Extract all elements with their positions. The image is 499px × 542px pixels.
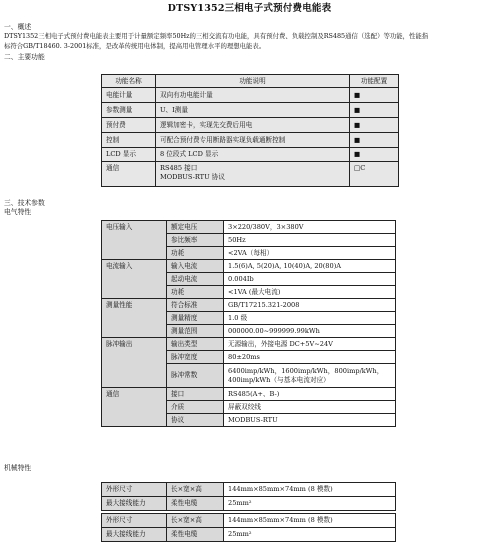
function-name: 通信 <box>102 162 156 187</box>
function-name: 控制 <box>102 133 156 148</box>
header-function-config: 功能配置 <box>350 75 399 88</box>
param-value: 屏蔽双绞线 <box>224 401 396 414</box>
table-row <box>102 483 396 497</box>
param-value: 80±20ms <box>224 351 396 364</box>
function-name: 电能计量 <box>102 88 156 103</box>
functions-table-header <box>102 75 399 88</box>
mech-label: 长×宽×高 <box>167 483 224 497</box>
mech-label: 柔性电缆 <box>167 528 224 542</box>
param-value: 3×220/380V，3×380V <box>224 221 396 234</box>
electrical-table <box>101 220 396 427</box>
function-name: LCD 显示 <box>102 148 156 162</box>
function-name: 预付费 <box>102 118 156 133</box>
function-name: 参数测量 <box>102 103 156 118</box>
overview-text-line-1: DTSY1352三相电子式预付费电能表主要用于计量额定频率50Hz的三相交流有功电能，具有预付费、负载控制及RS485通信（选配）等功能，性能指 <box>4 32 429 40</box>
param-label: 测量精度 <box>167 312 224 325</box>
param-value: 000000.00~999999.99kWh <box>224 325 396 338</box>
mech-name: 最大接线能力 <box>102 497 167 511</box>
electrical-characteristics-heading: 电气特性 <box>4 208 32 216</box>
param-label: 接口 <box>167 388 224 401</box>
param-label: 测量范围 <box>167 325 224 338</box>
mechanical-table <box>101 513 396 542</box>
mech-value: 144mm×85mm×74mm (8 模数) <box>224 514 396 528</box>
param-value: 1.0 级 <box>224 312 396 325</box>
mechanical-characteristics-heading: 机械特性 <box>4 464 32 472</box>
param-label: 脉冲宽度 <box>167 351 224 364</box>
group-name: 电流输入 <box>102 260 167 299</box>
overview-text-line-2: 标符合GB/T18460. 3-2001标准，是改革传统用电体制，提高用电管理水平的理想电能表。 <box>4 42 266 50</box>
table-row <box>102 514 396 528</box>
param-label: 功耗 <box>167 247 224 260</box>
table-row <box>102 162 399 187</box>
table-row <box>102 88 399 103</box>
function-desc-line-2: MODBUS-RTU 协议 <box>160 172 225 181</box>
param-value: MODBUS-RTU <box>224 414 396 427</box>
section-overview-heading: 一、概述 <box>4 23 32 31</box>
param-value-cell <box>224 364 396 388</box>
param-label: 输出类型 <box>167 338 224 351</box>
group-name: 通信 <box>102 388 167 427</box>
mech-value: 25mm² <box>224 528 396 542</box>
param-value-line-2: 400imp/kWh（与基本电流对应） <box>228 375 330 384</box>
param-value: 50Hz <box>224 234 396 247</box>
function-config: □C <box>350 162 399 187</box>
param-label: 起动电流 <box>167 273 224 286</box>
param-label: 介质 <box>167 401 224 414</box>
mechanical-table <box>101 482 396 511</box>
section-tech-params-heading: 三、技术参数 <box>4 199 45 207</box>
param-value: RS485(A+、B-) <box>224 388 396 401</box>
function-desc: 逻辑加密卡，实现先交费后用电 <box>156 118 350 133</box>
param-label: 脉冲常数 <box>167 364 224 388</box>
param-value: 1.5(6)A, 5(20)A, 10(40)A, 20(80)A <box>224 260 396 273</box>
param-value: <1VA (最大电流) <box>224 286 396 299</box>
mech-name: 最大接线能力 <box>102 528 167 542</box>
function-desc-line-1: RS485 接口 <box>160 164 198 172</box>
group-name: 测量性能 <box>102 299 167 338</box>
table-row <box>102 388 396 401</box>
function-config: ■ <box>350 88 399 103</box>
function-desc: 双向有功电能计量 <box>156 88 350 103</box>
table-row <box>102 221 396 234</box>
function-config: ■ <box>350 103 399 118</box>
section-functions-heading: 二、主要功能 <box>4 53 45 61</box>
table-row <box>102 148 399 162</box>
table-row <box>102 338 396 351</box>
param-value: <2VA（每相） <box>224 247 396 260</box>
param-label: 功耗 <box>167 286 224 299</box>
table-row <box>102 528 396 542</box>
header-function-desc: 功能说明 <box>156 75 350 88</box>
function-config: ■ <box>350 148 399 162</box>
param-value: GB/T17215.321-2008 <box>224 299 396 312</box>
group-name: 脉冲输出 <box>102 338 167 388</box>
group-name: 电压输入 <box>102 221 167 260</box>
function-desc: 可配合预付费专用断路器实现负载通断控制 <box>156 133 350 148</box>
function-config: ■ <box>350 133 399 148</box>
mech-label: 长×宽×高 <box>167 514 224 528</box>
functions-table <box>101 74 399 187</box>
mech-value: 25mm² <box>224 497 396 511</box>
function-desc-cell <box>156 162 350 187</box>
mech-value: 144mm×85mm×74mm (8 模数) <box>224 483 396 497</box>
table-row <box>102 103 399 118</box>
param-label: 额定电压 <box>167 221 224 234</box>
table-row <box>102 133 399 148</box>
param-label: 输入电流 <box>167 260 224 273</box>
function-config: ■ <box>350 118 399 133</box>
mech-name: 外形尺寸 <box>102 483 167 497</box>
param-label: 参比频率 <box>167 234 224 247</box>
header-function-name: 功能名称 <box>102 75 156 88</box>
param-label: 符合标准 <box>167 299 224 312</box>
table-row <box>102 497 396 511</box>
function-desc: U、I测量 <box>156 103 350 118</box>
table-row <box>102 299 396 312</box>
mech-name: 外形尺寸 <box>102 514 167 528</box>
param-value-line-1: 6400imp/kWh，1600imp/kWh，800imp/kWh， <box>228 366 384 375</box>
mech-label: 柔性电缆 <box>167 497 224 511</box>
param-label: 协议 <box>167 414 224 427</box>
param-value: 0.004Ib <box>224 273 396 286</box>
param-value: 无源输出，外接电源 DC+5V~24V <box>224 338 396 351</box>
page-title: DTSY1352三相电子式预付费电能表 <box>167 3 332 14</box>
function-desc: 8 位段式 LCD 显示 <box>156 148 350 162</box>
table-row <box>102 118 399 133</box>
table-row <box>102 260 396 273</box>
